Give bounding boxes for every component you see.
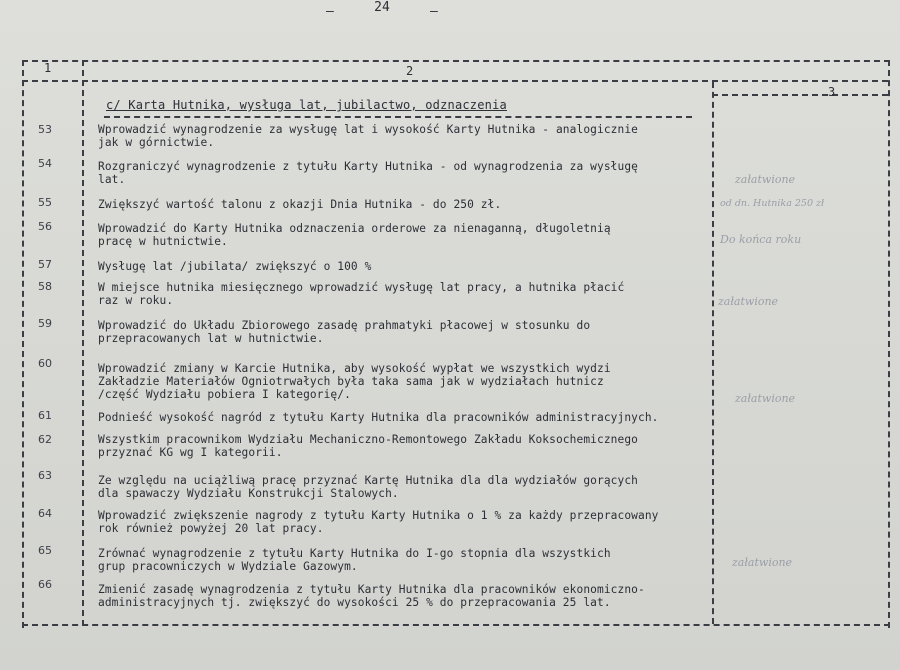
column-3-header-underline: [712, 94, 888, 96]
row-number: 53: [38, 123, 52, 136]
section-heading-rule: [104, 116, 692, 118]
row-text: Wprowadzić zmiany w Karcie Hutnika, aby wysokość wypłat we wszystkich wydzi Zakładzie Materiałów Ogniotrwałych była taka sama jak w wydziałach hutnicz /część Wydziału pobiera I kategorię/.: [98, 362, 611, 401]
row-text: Wprowadzić zwiększenie nagrody z tytułu Karty Hutnika o 1 % za każdy przepracowany rok również powyżej 20 lat pracy.: [98, 509, 659, 535]
row-text: Wprowadzić do Układu Zbiorowego zasadę prahmatyki płacowej w stosunku do przepracowanych lat w hutnictwie.: [98, 319, 591, 345]
row-text: Wszystkim pracownikom Wydziału Mechaniczno-Remontowego Zakładu Koksochemicznego przyznać KG wg I kategorii.: [98, 433, 638, 459]
row-number: 54: [38, 157, 52, 170]
row-text: Rozgraniczyć wynagrodzenie z tytułu Karty Hutnika - od wynagrodzenia za wysługę lat.: [98, 160, 638, 186]
table-right-border: [888, 60, 890, 628]
row-text: Zmienić zasadę wynagrodzenia z tytułu Karty Hutnika dla pracowników ekonomiczno- administracyjnych tj. zwiększyć do wysokości 25 % do przepracowania 25 lat.: [98, 583, 645, 609]
handwritten-note: od dn. Hutnika 250 zł: [720, 198, 825, 209]
row-text: Ze względu na uciążliwą pracę przyznać Kartę Hutnika dla dla wydziałów gorących dla spawaczy Wydziału Konstrukcji Stalowych.: [98, 474, 638, 500]
column-header-1: 1: [44, 61, 52, 75]
row-number: 58: [38, 280, 52, 293]
row-number: 65: [38, 544, 52, 557]
row-number: 63: [38, 469, 52, 482]
row-number: 56: [38, 220, 52, 233]
page-number: 24: [374, 0, 390, 15]
page-number-dash-right: –: [430, 4, 438, 19]
row-number: 60: [38, 357, 52, 370]
table-bottom-border: [22, 624, 890, 626]
handwritten-note: Do końca roku: [720, 233, 802, 246]
row-text: Zwiększyć wartość talonu z okazji Dnia Hutnika - do 250 zł.: [98, 198, 502, 211]
handwritten-note: załatwione: [735, 392, 796, 405]
column-1-divider: [82, 60, 84, 626]
row-text: Zrównać wynagrodzenie z tytułu Karty Hutnika do I-go stopnia dla wszystkich grup pracowniczych w Wydziale Gazowym.: [98, 547, 611, 573]
section-heading: c/ Karta Hutnika, wysługa lat, jubilactwo, odznaczenia: [106, 98, 507, 112]
row-number: 61: [38, 409, 52, 422]
column-header-2: 2: [406, 64, 414, 78]
row-number: 57: [38, 258, 52, 271]
column-header-3: 3: [828, 85, 836, 99]
row-text: Wprowadzić do Karty Hutnika odznaczenia orderowe za nienaganną, długoletnią pracę w hutnictwie.: [98, 222, 611, 248]
row-text: Podnieść wysokość nagród z tytułu Karty Hutnika dla pracowników administracyjnych.: [98, 411, 659, 424]
row-text: W miejsce hutnika miesięcznego wprowadzić wysługę lat pracy, a hutnika płacić raz w roku.: [98, 281, 625, 307]
handwritten-note: załatwione: [732, 556, 793, 569]
row-number: 66: [38, 578, 52, 591]
header-underline: [22, 80, 888, 82]
handwritten-note: załatwione: [735, 173, 796, 186]
row-text: Wysługę lat /jubilata/ zwiększyć o 100 %: [98, 260, 372, 273]
page-number-dash-left: –: [326, 4, 334, 19]
row-number: 64: [38, 507, 52, 520]
row-number: 55: [38, 196, 52, 209]
row-text: Wprowadzić wynagrodzenie za wysługę lat i wysokość Karty Hutnika - analogicznie jak w górnictwie.: [98, 123, 638, 149]
row-number: 62: [38, 433, 52, 446]
column-2-divider: [712, 82, 714, 624]
row-number: 59: [38, 317, 52, 330]
handwritten-note: załatwione: [718, 295, 779, 308]
